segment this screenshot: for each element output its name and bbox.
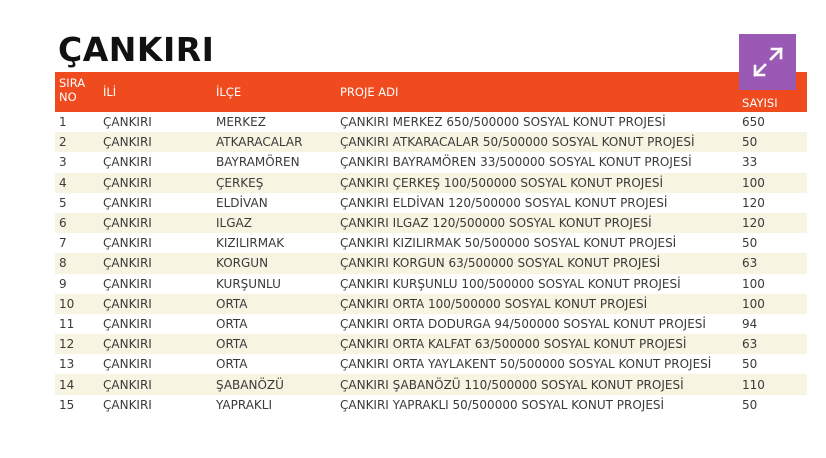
cell-no: 2: [59, 135, 67, 150]
header-sayisi: SAYISI: [742, 96, 778, 110]
header-proje-adi: PROJE ADI: [340, 85, 399, 99]
table-row: [55, 233, 807, 253]
cell-proje: ÇANKIRI ILGAZ 120/500000 SOSYAL KONUT PROJESİ: [340, 216, 652, 231]
cell-no: 12: [59, 337, 75, 352]
table-row: [55, 132, 807, 152]
table-row: [55, 334, 807, 354]
cell-sayi: 63: [742, 256, 758, 271]
cell-il: ÇANKIRI: [103, 337, 152, 352]
cell-no: 13: [59, 357, 75, 372]
cell-il: ÇANKIRI: [103, 276, 152, 291]
cell-proje: ÇANKIRI KIZILIRMAK 50/500000 SOSYAL KONUT PROJESİ: [340, 236, 677, 251]
cell-il: ÇANKIRI: [103, 377, 152, 392]
cell-il: ÇANKIRI: [103, 236, 152, 251]
header-sira-no: SIRA NO: [59, 76, 86, 104]
table-row: [55, 395, 807, 415]
page-title: ÇANKIRI: [58, 30, 215, 69]
cell-ilce: ILGAZ: [216, 216, 252, 231]
cell-no: 3: [59, 155, 67, 170]
cell-no: 10: [59, 296, 75, 311]
table-row: [55, 274, 807, 294]
cell-ilce: MERKEZ: [216, 115, 266, 130]
cell-no: 7: [59, 236, 67, 251]
cell-sayi: 50: [742, 236, 758, 251]
cell-ilce: YAPRAKLI: [216, 397, 272, 412]
cell-ilce: ORTA: [216, 337, 248, 352]
cell-ilce: ORTA: [216, 357, 248, 372]
cell-proje: ÇANKIRI KORGUN 63/500000 SOSYAL KONUT PROJESİ: [340, 256, 661, 271]
cell-sayi: 110: [742, 377, 765, 392]
cell-il: ÇANKIRI: [103, 135, 152, 150]
cell-no: 6: [59, 216, 67, 231]
table-row: [55, 314, 807, 334]
cell-ilce: ELDİVAN: [216, 195, 268, 210]
table-header-row: [55, 72, 807, 112]
cell-proje: ÇANKIRI ATKARACALAR 50/500000 SOSYAL KONUT PROJESİ: [340, 135, 695, 150]
cell-il: ÇANKIRI: [103, 195, 152, 210]
cell-sayi: 50: [742, 135, 758, 150]
table-row: [55, 294, 807, 314]
table-row: [55, 213, 807, 233]
cell-ilce: ATKARACALAR: [216, 135, 303, 150]
cell-proje: ÇANKIRI ELDİVAN 120/500000 SOSYAL KONUT PROJESİ: [340, 195, 668, 210]
table-row: [55, 112, 807, 132]
cell-sayi: 120: [742, 195, 765, 210]
cell-ilce: KIZILIRMAK: [216, 236, 285, 251]
cell-ilce: ŞABANÖZÜ: [216, 377, 284, 392]
header-ilce: İLÇE: [216, 85, 242, 99]
projects-table: [55, 72, 807, 415]
expand-arrows-icon: [751, 45, 785, 79]
table-row: [55, 374, 807, 394]
cell-il: ÇANKIRI: [103, 316, 152, 331]
cell-il: ÇANKIRI: [103, 216, 152, 231]
cell-proje: ÇANKIRI ORTA YAYLAKENT 50/500000 SOSYAL KONUT PROJESİ: [340, 357, 712, 372]
cell-ilce: ORTA: [216, 296, 248, 311]
cell-sayi: 100: [742, 296, 765, 311]
cell-no: 15: [59, 397, 75, 412]
cell-proje: ÇANKIRI YAPRAKLI 50/500000 SOSYAL KONUT PROJESİ: [340, 397, 665, 412]
cell-proje: ÇANKIRI ORTA 100/500000 SOSYAL KONUT PROJESİ: [340, 296, 648, 311]
cell-proje: ÇANKIRI ORTA KALFAT 63/500000 SOSYAL KONUT PROJESİ: [340, 337, 687, 352]
table-row: [55, 173, 807, 193]
cell-il: ÇANKIRI: [103, 397, 152, 412]
cell-no: 5: [59, 195, 67, 210]
cell-proje: ÇANKIRI ORTA DODURGA 94/500000 SOSYAL KONUT PROJESİ: [340, 316, 706, 331]
cell-ilce: ORTA: [216, 316, 248, 331]
cell-no: 1: [59, 115, 67, 130]
cell-sayi: 33: [742, 155, 758, 170]
cell-proje: ÇANKIRI KURŞUNLU 100/500000 SOSYAL KONUT PROJESİ: [340, 276, 681, 291]
cell-sayi: 100: [742, 276, 765, 291]
cell-proje: ÇANKIRI ŞABANÖZÜ 110/500000 SOSYAL KONUT PROJESİ: [340, 377, 684, 392]
table-row: [55, 152, 807, 172]
cell-il: ÇANKIRI: [103, 155, 152, 170]
expand-button[interactable]: [739, 34, 796, 90]
cell-sayi: 100: [742, 175, 765, 190]
cell-il: ÇANKIRI: [103, 357, 152, 372]
cell-sayi: 50: [742, 397, 758, 412]
cell-il: ÇANKIRI: [103, 256, 152, 271]
header-ili: İLİ: [103, 85, 117, 99]
cell-sayi: 50: [742, 357, 758, 372]
cell-no: 4: [59, 175, 67, 190]
cell-no: 8: [59, 256, 67, 271]
cell-il: ÇANKIRI: [103, 175, 152, 190]
cell-no: 11: [59, 316, 75, 331]
cell-sayi: 120: [742, 216, 765, 231]
cell-sayi: 63: [742, 337, 758, 352]
cell-il: ÇANKIRI: [103, 115, 152, 130]
cell-sayi: 650: [742, 115, 765, 130]
table-row: [55, 253, 807, 273]
cell-no: 9: [59, 276, 67, 291]
cell-ilce: ÇERKEŞ: [216, 175, 264, 190]
table-row: [55, 354, 807, 374]
cell-sayi: 94: [742, 316, 758, 331]
cell-ilce: BAYRAMÖREN: [216, 155, 300, 170]
cell-proje: ÇANKIRI MERKEZ 650/500000 SOSYAL KONUT PROJESİ: [340, 115, 666, 130]
cell-proje: ÇANKIRI BAYRAMÖREN 33/500000 SOSYAL KONUT PROJESİ: [340, 155, 692, 170]
cell-no: 14: [59, 377, 75, 392]
table-row: [55, 193, 807, 213]
cell-proje: ÇANKIRI ÇERKEŞ 100/500000 SOSYAL KONUT PROJESİ: [340, 175, 664, 190]
cell-ilce: KORGUN: [216, 256, 269, 271]
cell-ilce: KURŞUNLU: [216, 276, 281, 291]
cell-il: ÇANKIRI: [103, 296, 152, 311]
